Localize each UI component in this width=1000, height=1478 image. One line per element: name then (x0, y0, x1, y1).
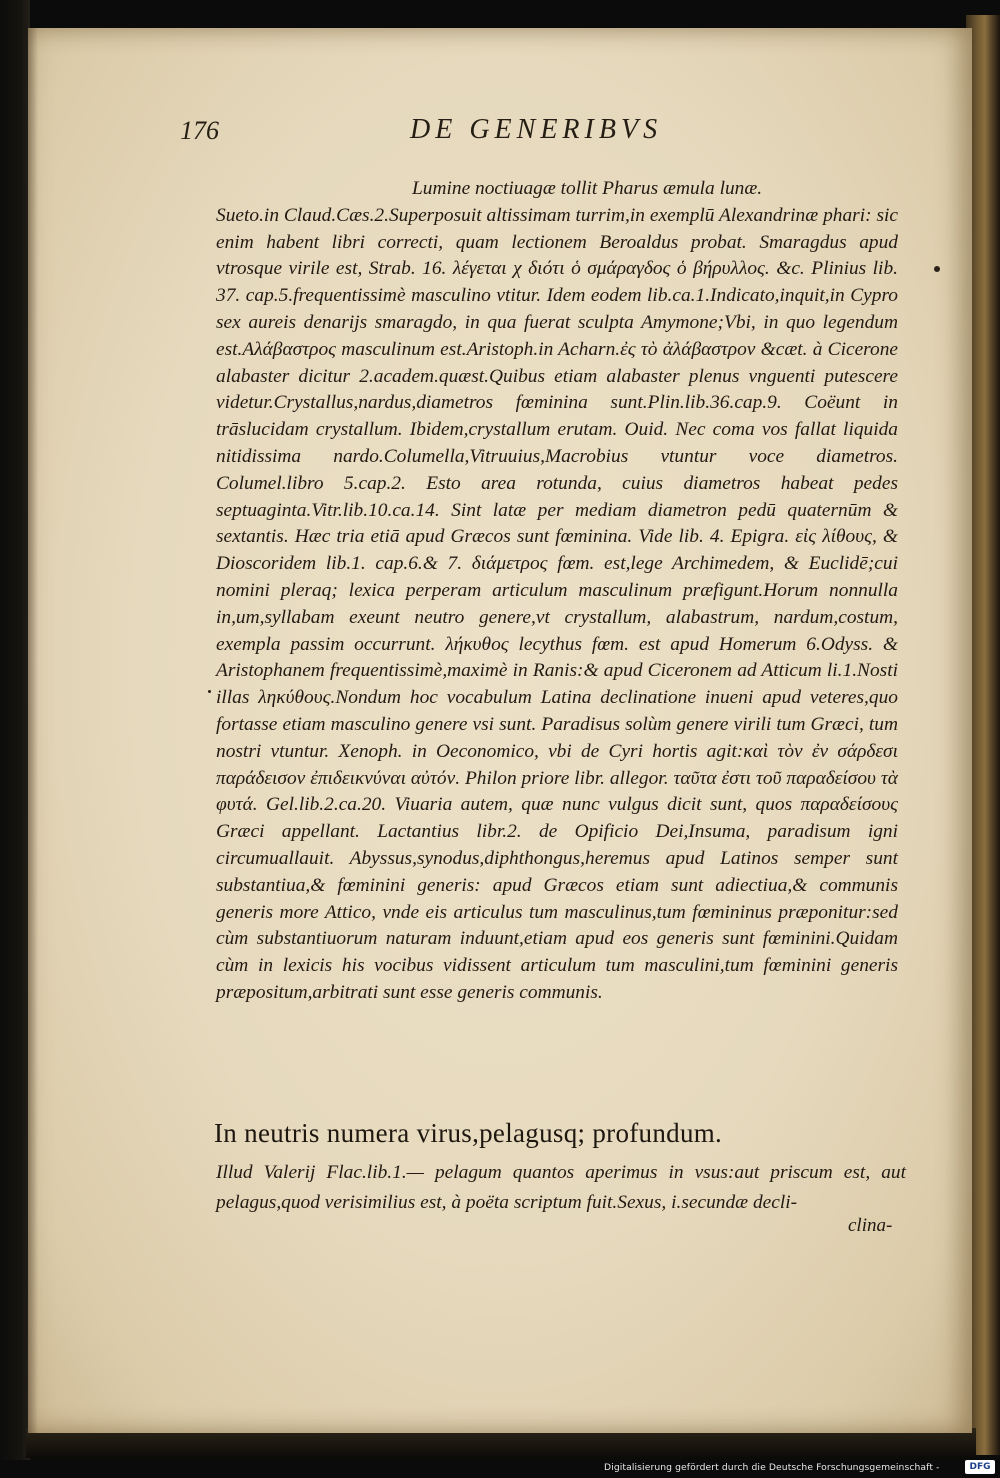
grammar-rule-verse: In neutris numera virus,pelagusq; profundum. (214, 1118, 723, 1148)
verse-quotation: Lumine noctiuagæ tollit Pharus æmula lunæ. (412, 178, 763, 199)
commentary-paragraph: Sueto.in Claud.Cæs.2.Superposuit altissimam turrim,in exemplū Alexandrinæ phari: sic enim habent libri correcti, quam lectionem Beroaldus probat. Smaragdus apud vtrosque virile est, Strab. 16. λέγεται χ διότι ὁ σμάραγδος ὁ βήρυλλος. &c. Plinius lib. 37. cap.5.frequentissimè masculino vtitur. Idem eodem lib.ca.1.Indicato,inquit,in Cypro sex aureis denarijs smaragdo, in qua fuerat sculpta Amymone;Vbi, in quo legendum est.Αλάβαστρος masculinum est.Aristoph.in Acharn.ἐς τὸ ἀλάβαστρον &cæt. à Cicerone alabaster dicitur 2.academ.quæst.Quibus etiam alabaster plenus vnguenti putescere videtur.Crystallus,nardus,diametros fœminina sunt.Plin.lib.36.cap.9. Coëunt in trāslucidam crystallum. Ibidem,crystallum erutam. Ouid. Nec coma vos fallat liquida nitidissima nardo.Columella,Vitruuius,Macrobius vtuntur voce diametros. Columel.libro 5.cap.2. Esto area rotunda, cuius diametros habeat pedes septuaginta.Vitr.lib.10.ca.14. Sint latæ per mediam diametron pedū quaternūm & sextantis. Hæc tria etiā apud Græcos sunt fœminina. Vide lib. 4. Epigra. εἰς λίθους, & Dioscoridem lib.1. cap.6.& 7. διάμετρος fœm. est,lege Archimedem, & Euclidē;cui nomini pleraq; lexica perperam articulum masculinum præfigunt.Horum nonnulla in,um,syllabam exeunt neutro genere,vt crystallum, alabastrum, nardum,costum, exempla passim occurrunt. λήκυθος lecythus fœm. est apud Homerum 6.Odyss. & Aristophanem frequentissimè,maximè in Ranis:& apud Ciceronem ad Atticum li.1.Nosti illas ληκύθους.Nondum hoc vocabulum Latina declinatione inueni apud veteres,quo fortasse etiam masculino genere vsi sunt. Paradisus solùm genere virili tum Græci, tum nostri vtuntur. Xenoph. in Oeconomico, vbi de Cyri hortis agit:καὶ τὸν ἐν σάρδεσι παράδεισον ἐπιδεικνύναι αὐτόν. Philon priore libr. allegor. ταῦτα ἐστι τοῦ παραδείσου τὰ φυτά. Gel.lib.2.ca.20. Viuaria autem, quæ nunc vulgus dicit sunt, quos παραδείσους Græci appellant. Lactantius libr.2. de Opificio Dei,Insuma, paradisum igni circumuallauit. Abyssus,synodus,diphthongus,heremus apud Latinos semper sunt substantiua,& fœminini generis: apud Græcos etiam sunt adiectiua,& communis generis more Attico, vnde eis articulus tum masculinus,tum fœmininus præponitur:sed cùm substantiuorum naturam induunt,etiam apud eos generis sunt fœminini.Quidam cùm in lexicis his vocibus vidissent articulum tum masculini,tum fœminini generis præpositum,arbitrati sunt esse generis communis. (216, 204, 898, 1003)
ink-speck (208, 690, 211, 693)
dfg-logo: DFG (965, 1460, 995, 1474)
commentary-paragraph-2: Illud Valerij Flac.lib.1.— pelagum quantos aperimus in vsus:aut priscum est, aut pelagus,quod verisimilius est, à poëta scriptum fuit.Sexus, i.secundæ decli- (216, 1162, 906, 1213)
digitization-credit: Digitalisierung gefördert durch die Deutsche Forschungsgemeinschaft - (604, 1462, 940, 1473)
running-head: DE GENERIBVS (410, 114, 663, 145)
catchword: clina- (848, 1215, 893, 1236)
page-number: 176 (180, 116, 219, 145)
main-text-block (216, 176, 898, 1007)
book-spine-shadow (0, 0, 30, 1460)
ink-speck (934, 266, 940, 272)
